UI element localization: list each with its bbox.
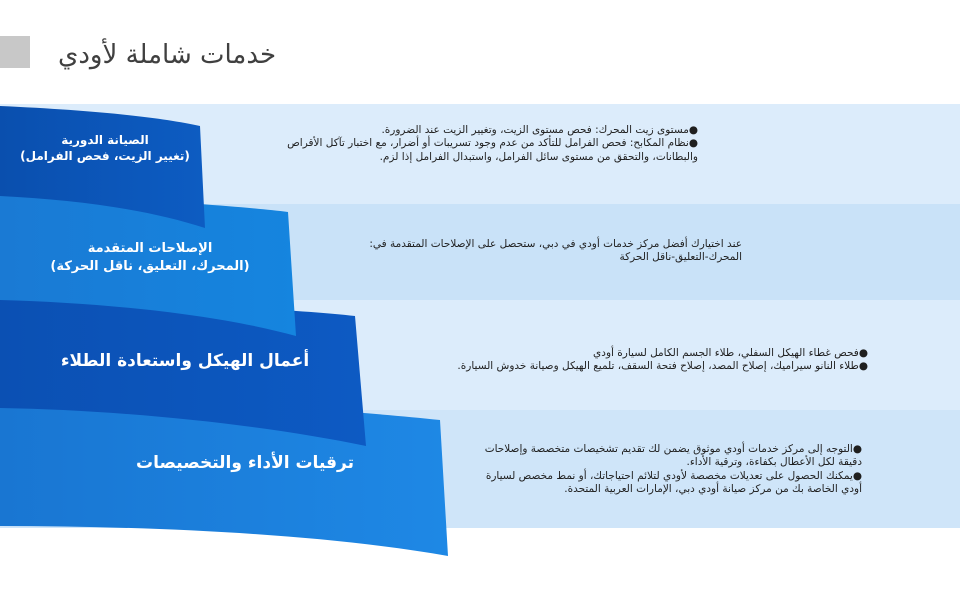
detail-bullet-item: ● يمكنك الحصول على تعديلات مخصصة لأودي لتلائم احتياجاتك، أو نمط مخصص لسيارة أودي الخاصة بك من مركز صيانة أودي دبي، الإمارات العربية المتحدة. [470,470,862,497]
ribbon-label-line: ترقيات الأداء والتخصيصات [136,453,354,473]
ribbon-label-performance [60,452,430,475]
ribbon-label-body-paint [20,350,350,373]
ribbon-label-line: الإصلاحات المتقدمة [87,241,213,256]
detail-paragraph: عند اختيارك أفضل مركز خدمات أودي في دبي، ستحصل على الإصلاحات المتقدمة في: [369,238,742,250]
page-title: خدمات شاملة لأودي [58,40,277,70]
ribbon-label-line: الصيانة الدورية [61,133,149,147]
ribbon-label-line: (المحرك، التعليق، ناقل الحركة) [50,258,250,274]
section-details-maintenance [278,124,698,164]
ribbon-label-maintenance [0,132,210,164]
detail-bullet-item: ● التوجه إلى مركز خدمات أودي موثوق يضمن لك تقديم تشخيصات متخصصة وإصلاحات دقيقة لكل الأعطال بكفاءة، وترقية الأداء. [470,443,862,470]
detail-bullet-item: ● نظام المكابح: فحص الفرامل للتأكد من عدم وجود تسريبات أو أضرار، مع اختبار تآكل الأقراص والبطانات، والتحقق من مستوى سائل الفرامل، واستبدال الفرامل إذا لزم. [278,137,698,164]
ribbon-label-line: أعمال الهيكل واستعادة الطلاء [60,351,310,371]
section-details-advanced-repairs [322,238,742,265]
detail-paragraph: المحرك-التعليق-ناقل الحركة [619,251,742,264]
ribbon-label-advanced-repairs [20,240,280,275]
detail-bullet-item: ● طلاء النانو سيراميك، إصلاح المصد، إصلاح فتحة السقف، تلميع الهيكل وصيانة خدوش السيارة. [408,360,868,373]
detail-bullet-item: ● مستوى زيت المحرك: فحص مستوى الزيت، وتغيير الزيت عند الضرورة. [278,124,698,137]
ribbon-label-line: (تغيير الزيت، فحص الفرامل) [20,149,190,164]
detail-bullet-item: ● فحص غطاء الهيكل السفلي، طلاء الجسم الكامل لسيارة أودي [408,347,868,360]
section-details-performance [470,443,862,497]
section-details-body-paint [408,347,868,374]
